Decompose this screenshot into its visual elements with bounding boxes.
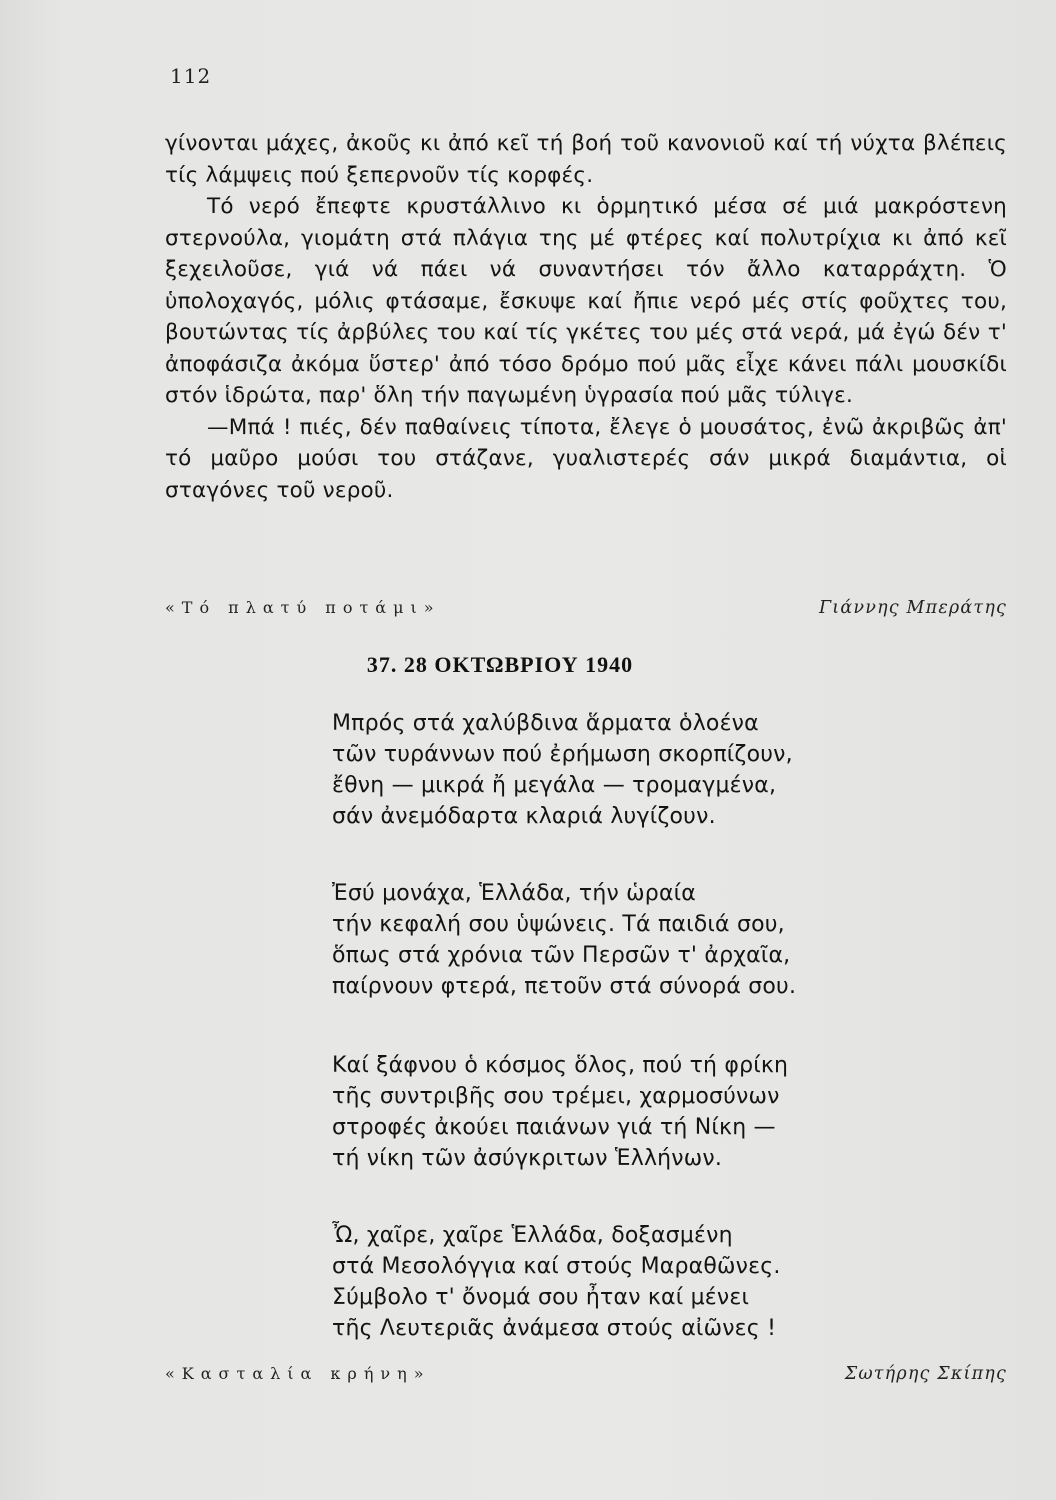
poem-line: τήν κεφαλή σου ὑψώνεις. Τά παιδιά σου, (332, 912, 785, 937)
poem-stanza-2 (332, 878, 796, 1002)
source-author: Γιάννης Μπεράτης (818, 598, 1007, 618)
prose-paragraph-2: Τό νερό ἔπεφτε κρυστάλλινο κι ὁρμητικό μέσα σέ μιά μακρόστενη στερνούλα, γιομάτη στά πλάγια της μέ φτέρες καί πολυτρίχια κι ἀπό κεῖ ξεχειλοῦσε, γιά νά πάει νά συναντήσει τόν ἄλλο καταρράχτη. Ὁ ὑπολοχαγός, μόλις φτάσαμε, ἔσκυψε καί ἤπιε νερό μές στίς φοῦχτες του, βουτώντας τίς ἀρβύλες του καί τίς γκέτες του μές στά νερά, μά ἐγώ δέν τ' ἀποφάσιζα ἀκόμα ὕστερ' ἀπό τόσο δρόμο πού μᾶς εἶχε κάνει πάλι μουσκίδι στόν ἱδρώτα, παρ' ὅλη τήν παγωμένη ὑγρασία πού μᾶς τύλιγε. (165, 194, 1007, 408)
poem-line: Ἐσύ μονάχα, Ἑλλάδα, τήν ὡραία (332, 881, 696, 906)
poem-stanza-1 (332, 708, 793, 832)
prose-paragraph-3: —Μπά ! πιές, δέν παθαίνεις τίποτα, ἔλεγε ὁ μουσάτος, ἐνῶ ἀκριβῶς ἀπ' τό μαῦρο μούσι του στάζανε, γυαλιστερές σάν μικρά διαμάντια, οἱ σταγόνες τοῦ νεροῦ. (165, 414, 1007, 503)
poem-line: Μπρός στά χαλύβδινα ἅρματα ὁλοένα (332, 711, 759, 736)
prose-paragraph-1: γίνονται μάχες, ἀκοῦς κι ἀπό κεῖ τή βοή τοῦ κανονιοῦ καί τή νύχτα βλέπεις τίς λάμψεις πού ξεπερνοῦν τίς κορφές. (165, 131, 1007, 188)
poem-stanza-4 (332, 1220, 781, 1344)
source-title: «Τό πλατύ ποτάμι» (165, 598, 441, 617)
poem-line: τῶν τυράννων πού ἐρήμωση σκορπίζουν, (332, 742, 793, 767)
poem-line: ὅπως στά χρόνια τῶν Περσῶν τ' ἀρχαῖα, (332, 943, 791, 968)
poem-line: στά Μεσολόγγια καί στούς Μαραθῶνες. (332, 1254, 781, 1279)
source-title: «Κασταλία κρήνη» (165, 1364, 431, 1383)
source-attribution-1 (165, 598, 1007, 628)
source-author: Σωτήρης Σκίπης (844, 1364, 1007, 1384)
poem-line: Καί ξάφνου ὁ κόσμος ὅλος, πού τή φρίκη (332, 1053, 789, 1078)
prose-block (165, 128, 1007, 506)
page-number: 112 (170, 64, 212, 88)
poem-line: στροφές ἀκούει παιάνων γιά τή Νίκη — (332, 1115, 776, 1140)
poem-line: τῆς συντριβῆς σου τρέμει, χαρμοσύνων (332, 1084, 780, 1109)
poem-stanza-3 (332, 1050, 788, 1174)
poem-line: Σύμβολο τ' ὄνομά σου ἦταν καί μένει (332, 1285, 750, 1310)
poem-heading: 37. 28 ΟΚΤΩΒΡΙΟΥ 1940 (366, 652, 634, 677)
source-attribution-2 (165, 1364, 1007, 1394)
poem-line: Ὦ, χαῖρε, χαῖρε Ἑλλάδα, δοξασμένη (332, 1223, 733, 1248)
poem-line: τῆς Λευτεριᾶς ἀνάμεσα στούς αἰῶνες ! (332, 1316, 777, 1341)
poem-line: σάν ἀνεμόδαρτα κλαριά λυγίζουν. (332, 804, 716, 829)
poem-line: τή νίκη τῶν ἀσύγκριτων Ἑλλήνων. (332, 1146, 723, 1171)
poem-line: ἔθνη — μικρά ἤ μεγάλα — τρομαγμένα, (332, 773, 777, 798)
poem-line: παίρνουν φτερά, πετοῦν στά σύνορά σου. (332, 974, 797, 999)
